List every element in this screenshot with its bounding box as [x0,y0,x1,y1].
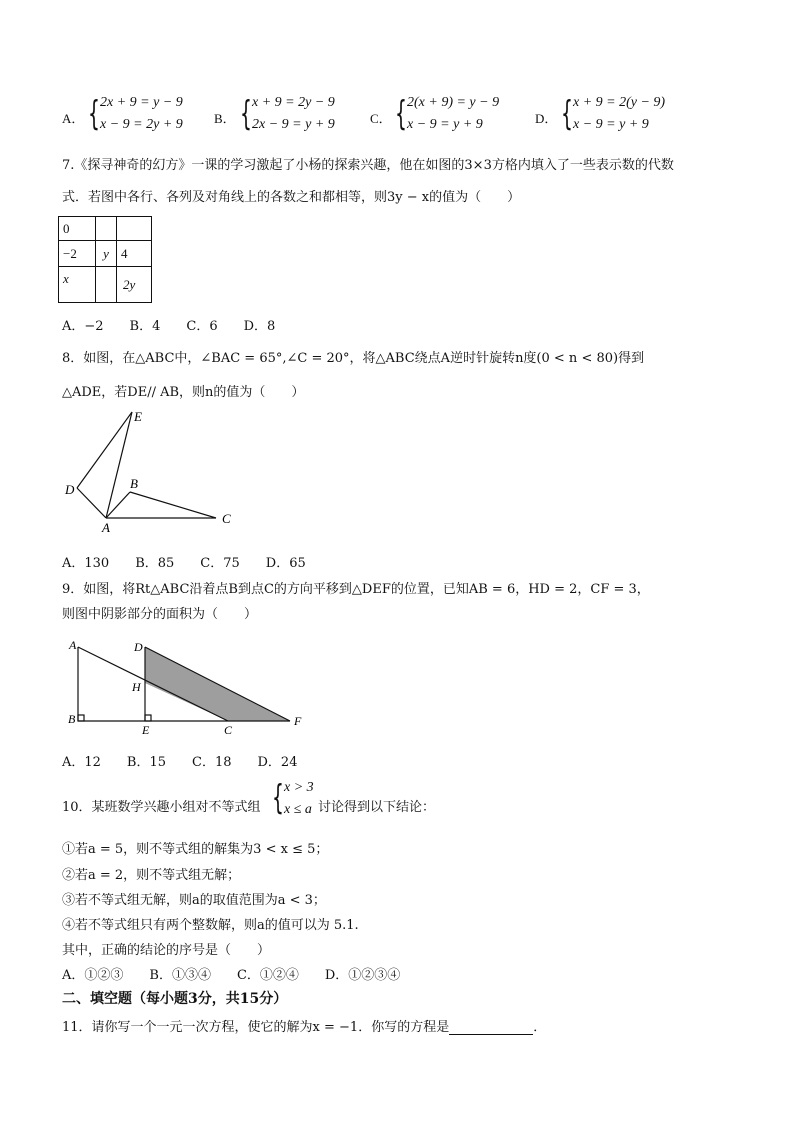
section-title: 二、填空题（每小题3分，共15分） [62,991,288,1007]
point-label-d: D [134,640,143,654]
q10-item-1: ①若a = 5，则不等式组的解集为3 < x ≤ 5； [62,842,329,857]
brace-icon: { [88,94,100,134]
point-label-a: A [102,520,110,535]
equation: x + 9 = 2y − 9 [252,95,335,110]
point-label-h: H [132,680,141,694]
q7-line2: 式．若图中各行、各列及对角线上的各数之和都相等，则3y − x的值为（ ） [62,190,521,205]
q6-option-c-letter: C． [370,111,392,126]
q10-options: A．①②③ B．①③④ C．①②④ D．①②③④ [62,968,401,983]
grid-cell: x [59,267,96,303]
q8-line2: △ADE，若DE// AB，则n的值为（ ） [62,385,305,400]
q8-triangle-figure [60,404,240,538]
point-label-b: B [130,476,138,491]
q6-option-d-system [561,94,691,138]
equation: x + 9 = 2(y − 9) [573,95,666,110]
grid-cell: 0 [59,217,96,241]
q6-option-b-letter: B． [214,111,236,126]
point-label-b: B [68,712,76,726]
brace-icon: { [561,94,573,134]
q7-magic-square [58,216,152,303]
brace-icon: { [395,94,407,134]
inequality: x > 3 [284,780,314,795]
point-label-a: A [69,638,77,652]
q9-options: A．12 B．15 C．18 D．24 [62,755,298,770]
q7-line1: 7.《探寻神奇的幻方》一课的学习激起了小杨的探索兴趣，他在如图的3×3方格内填入了一些表示数的代数 [62,158,674,173]
equation: x − 9 = y + 9 [407,117,483,132]
equation: x − 9 = y + 9 [573,117,649,132]
q8-line1: 8．如图，在△ABC中，∠BAC = 65°,∠C = 20°，将△ABC绕点A逆时针旋转n度(0 < n < 80)得到 [62,351,645,366]
q11-text: 11．请你写一个一元一次方程，使它的解为x = −1．你写的方程是 [62,1020,450,1035]
brace-icon: { [272,778,284,818]
brace-icon: { [240,94,252,134]
q6-option-b-system [240,94,360,138]
q10-suffix: 讨论得到以下结论： [318,800,436,815]
q8-options: A．130 B．85 C．75 D．65 [62,556,306,571]
point-label-c: C [224,723,233,737]
grid-cell: 4 [117,241,152,267]
point-label-e: E [142,723,150,737]
grid-cell [117,217,152,241]
point-label-f: F [294,714,302,728]
q10-item-4: ④若不等式组只有两个整数解，则a的值可以为 5.1. [62,918,359,933]
q9-translation-figure [60,635,310,740]
q9-line2: 则图中阴影部分的面积为（ ） [62,607,258,622]
q10-question: 其中，正确的结论的序号是（ ） [62,943,271,958]
answer-blank[interactable] [449,1022,533,1035]
q10-item-3: ③若不等式组无解，则a的取值范围为a < 3； [62,893,326,908]
q6-option-d-letter: D． [535,111,558,126]
equation: 2x + 9 = y − 9 [100,95,183,110]
equation: x − 9 = 2y + 9 [100,117,183,132]
q6-option-a-system [88,94,208,138]
q10-inequality-system [272,778,322,822]
q10-prefix: 10．某班数学兴趣小组对不等式组 [62,800,261,815]
grid-cell: y [96,241,117,267]
inequality: x ≤ a [284,802,312,817]
point-label-d: D [65,482,75,497]
equation: 2(x + 9) = y − 9 [407,95,500,110]
equation: 2x − 9 = y + 9 [252,117,335,132]
q7-options: A．−2 B．4 C．6 D．8 [62,319,276,334]
q6-option-a-letter: A． [62,111,85,126]
q9-line1: 9．如图，将Rt△ABC沿着点B到点C的方向平移到△DEF的位置，已知AB = 6，HD = 2，CF = 3， [62,582,650,597]
grid-cell [96,217,117,241]
grid-cell: −2 [59,241,96,267]
point-label-c: C [222,511,231,526]
grid-cell: 2y [117,267,152,303]
q10-item-2: ②若a = 2，则不等式组无解； [62,868,241,883]
grid-cell [96,267,117,303]
q6-option-c-system [395,94,525,138]
q11-end: ． [533,1020,547,1035]
q11-line [62,1016,546,1035]
point-label-e: E [134,409,142,424]
